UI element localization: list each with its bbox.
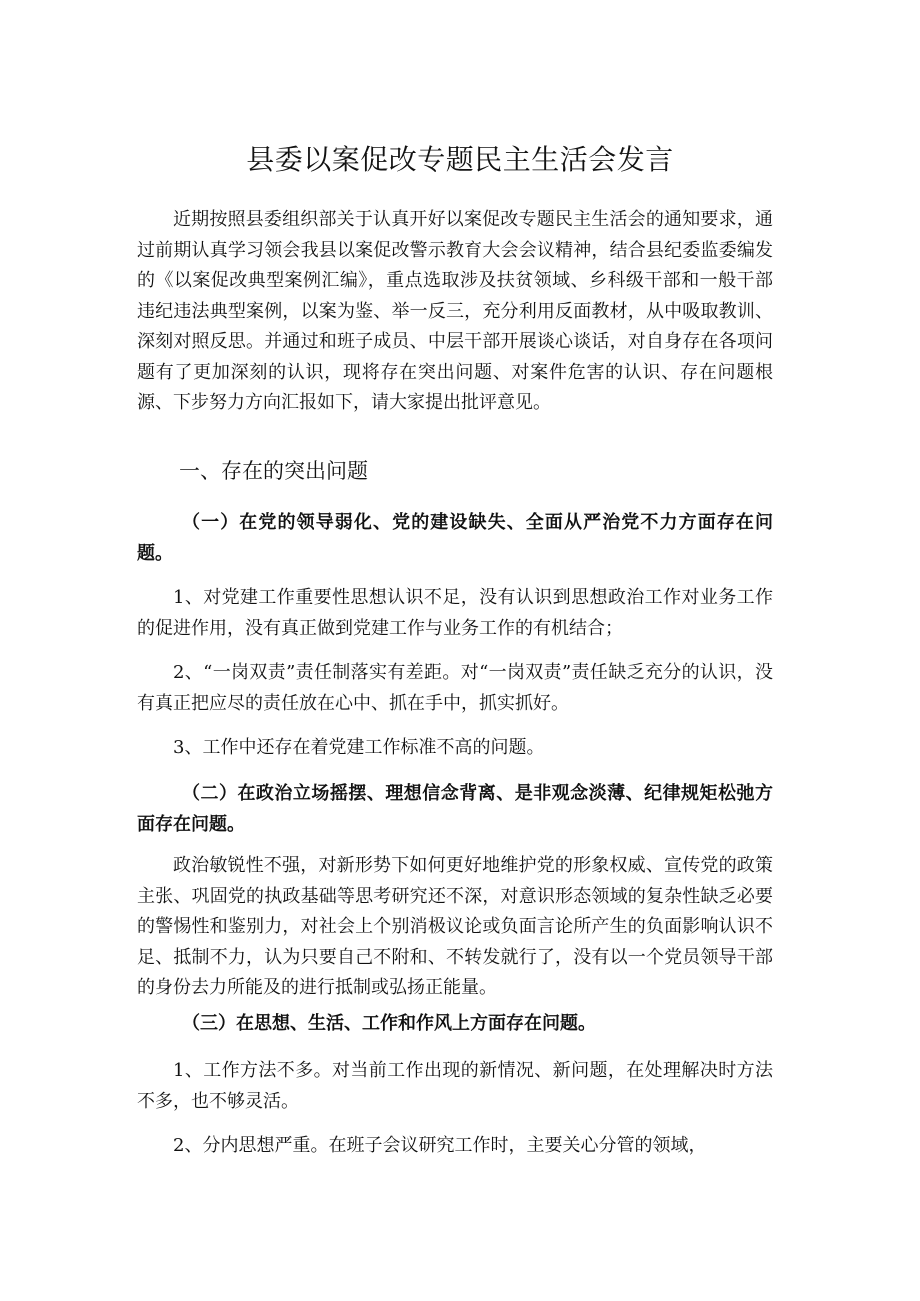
paragraph-1-2: 2、“一岗双责”责任制落实有差距。对“一岗双责”责任缺乏充分的认识，没有真正把应尽的责任放在心中、抓在手中，抓实抓好。 — [137, 662, 773, 714]
paragraph-1-3: 3、工作中还存在着党建工作标准不高的问题。 — [173, 737, 545, 758]
paragraph-3-2: 2、分内思想严重。在班子会议研究工作时，主要关心分管的领域， — [173, 1135, 707, 1156]
subsection-heading-3: （三）在思想、生活、工作和作风上方面存在问题。 — [182, 1013, 596, 1034]
subsection-heading-1: （一）在党的领导弱化、党的建设缺失、全面从严治党不力方面存在问题。 — [137, 512, 773, 564]
intro-paragraph: 近期按照县委组织部关于认真开好以案促改专题民主生活会的通知要求，通过前期认真学习领会我县以案促改警示教育大会会议精神，结合县纪委监委编发的《以案促改典型案例汇编》，重点选取涉及扶贫领域、乡科级干部和一般干部违纪违法典型案例，以案为鉴、举一反三，充分利用反面教材，从中吸取教训、深刻对照反思。并通过和班子成员、中层干部开展谈心谈话，对自身存在各项问题有了更加深刻的认识，现将存在突出问题、对案件危害的认识、存在问题根源、下步努力方向汇报如下，请大家提出批评意见。 — [137, 209, 773, 413]
subsection-heading-2: （二）在政治立场摇摆、理想信念背离、是非观念淡薄、纪律规矩松弛方面存在问题。 — [137, 783, 773, 835]
paragraph-3-1: 1、工作方法不多。对当前工作出现的新情况、新问题，在处理解决时方法不多，也不够灵活。 — [137, 1060, 773, 1112]
paragraph-1-1: 1、对党建工作重要性思想认识不足，没有认识到思想政治工作对业务工作的促进作用，没有真正做到党建工作与业务工作的有机结合； — [137, 587, 773, 639]
section-heading-1: 一、存在的突出问题 — [179, 459, 368, 483]
document-title: 县委以案促改专题民主生活会发言 — [246, 143, 674, 176]
paragraph-2-body: 政治敏锐性不强，对新形势下如何更好地维护党的形象权威、宣传党的政策主张、巩固党的执政基础等思考研究还不深，对意识形态领域的复杂性缺乏必要的警惕性和鉴别力，对社会上个别消极议论或负面言论所产生的负面影响认识不足、抵制不力，认为只要自己不附和、不转发就行了，没有以一个党员领导干部的身份去力所能及的进行抵制或弘扬正能量。 — [137, 855, 773, 998]
